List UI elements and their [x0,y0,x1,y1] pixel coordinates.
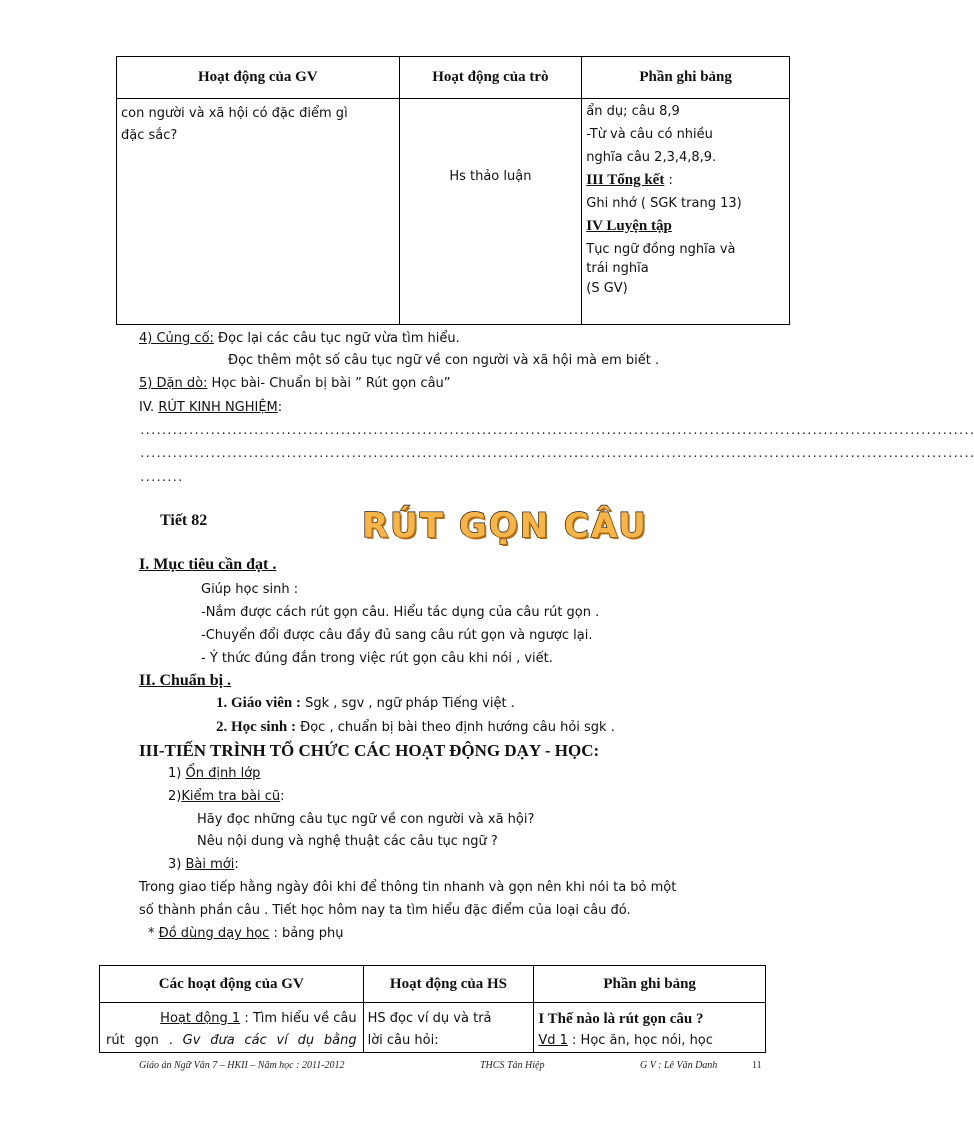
rut-kinh-nghiem-heading: IV. RÚT KINH NGHIỆM: [139,400,283,415]
cell-gv-activity [117,99,400,325]
lesson-number: Tiết 82 [160,512,208,529]
cell-ghibang [534,1003,766,1053]
cell-line: con người và xã hội có đặc điểm gì [121,106,348,121]
table-header-gv: Các hoạt động của GV [100,966,364,1003]
cell-line: Ghi nhớ ( SGK trang 13) [586,196,742,211]
cell-line: Vd 1 : Học ăn, học nói, học [538,1033,713,1048]
cell-hs-activity [363,1003,534,1053]
table-header-hs: Hoạt động của HS [363,966,534,1003]
cell-ghibang [582,99,790,325]
page-number: 11 [752,1060,762,1071]
kiem-tra-question: Nêu nội dung và nghệ thuật các câu tục ngữ ? [197,834,498,849]
dotted-line: .......................................................................................................................................................... [139,447,974,460]
cell-line: (S GV) [586,281,628,296]
footer-right: G V : Lê Văn Danh [640,1060,718,1071]
section-heading-tong-ket: III Tổng kết : [586,172,673,188]
cell-gv-activity [100,1003,364,1053]
do-dung-day-hoc: * Đồ dùng dạy học : bảng phụ [148,926,344,941]
cung-co-line-2: Đọc thêm một số câu tục ngữ về con người và xã hội mà em biết . [228,353,660,368]
chuan-bi-giao-vien: 1. Giáo viên : Sgk , sgv , ngữ pháp Tiếng việt . [216,695,515,711]
intro-paragraph: Trong giao tiếp hằng ngày đôi khi để thông tin nhanh và gọn nên khi nói ta bỏ một [139,880,677,895]
cell-line: rút gọn . Gv đưa các ví dụ bằng [106,1033,357,1048]
tien-trinh-heading: III-TIẾN TRÌNH TỔ CHỨC CÁC HOẠT ĐỘNG DẠY - HỌC: [139,741,600,760]
muc-tieu-item: -Chuyển đổi được câu đầy đủ sang câu rút gọn và ngược lại. [201,628,593,643]
cell-line: lời câu hỏi: [367,1033,439,1048]
muc-tieu-intro: Giúp học sinh : [201,582,299,597]
footer-center: THCS Tân Hiệp [480,1060,545,1071]
muc-tieu-item: -Nắm được cách rút gọn câu. Hiểu tác dụng của câu rút gọn . [201,605,600,620]
section-heading-luyen-tap: IV Luyện tập [586,218,672,234]
cell-line: Tục ngữ đồng nghĩa và [586,242,736,257]
activity-table-bottom [99,965,766,1053]
muc-tieu-item: - Ý thức đúng đắn trong việc rút gọn câu khi nói , viết. [201,651,553,666]
table-header-ghibang: Phần ghi bảng [534,966,766,1003]
dotted-line: ........ [139,471,183,484]
cell-line: trái nghĩa [586,261,649,276]
chuan-bi-heading: II. Chuẩn bị . [139,672,232,689]
cell-line: -Từ và câu có nhiều [586,127,713,142]
bai-moi: 3) Bài mới: [168,857,239,872]
chuan-bi-hoc-sinh: 2. Học sinh : Đọc , chuẩn bị bài theo định hướng câu hỏi sgk . [216,719,615,735]
cell-line: Hs thảo luận [449,169,532,184]
lesson-title-wordart: RÚT GỌN CÂU [362,506,648,546]
kiem-tra-question: Hãy đọc những câu tục ngữ về con người và xã hội? [197,812,535,827]
kiem-tra-bai-cu: 2)Kiểm tra bài cũ: [168,789,285,804]
dan-do-line: 5) Dặn dò: Học bài- Chuẩn bị bài ” Rút gọn câu” [139,376,451,391]
on-dinh-lop: 1) Ổn định lớp [168,766,261,781]
section-heading-rut-gon: I Thế nào là rút gọn câu ? [538,1011,704,1027]
cell-line: đặc sắc? [121,128,178,143]
table-header-tro: Hoạt động của trò [399,57,582,99]
cell-line: nghĩa câu 2,3,4,8,9. [586,150,717,165]
table-header-ghibang: Phần ghi bảng [582,57,790,99]
cung-co-line: 4) Củng cố: Đọc lại các câu tục ngữ vừa tìm hiểu. [139,331,460,346]
muc-tieu-heading: I. Mục tiêu cần đạt . [139,556,277,573]
cell-tro-activity [399,99,582,325]
activity-table-top [116,56,790,325]
intro-paragraph: số thành phần câu . Tiết học hôm nay ta tìm hiểu đặc điểm của loại câu đó. [139,903,631,918]
cell-line: Hoạt động 1 : Tìm hiểu về câu [160,1011,357,1026]
cell-line: HS đọc ví dụ và trả [367,1011,492,1026]
dotted-line: .......................................................................................................................................................... [139,424,974,437]
table-header-gv: Hoạt động của GV [117,57,400,99]
footer-left: Giáo án Ngữ Văn 7 – HKII – Năm học : 2011-2012 [139,1060,345,1071]
cell-line: ẩn dụ; câu 8,9 [586,104,680,119]
